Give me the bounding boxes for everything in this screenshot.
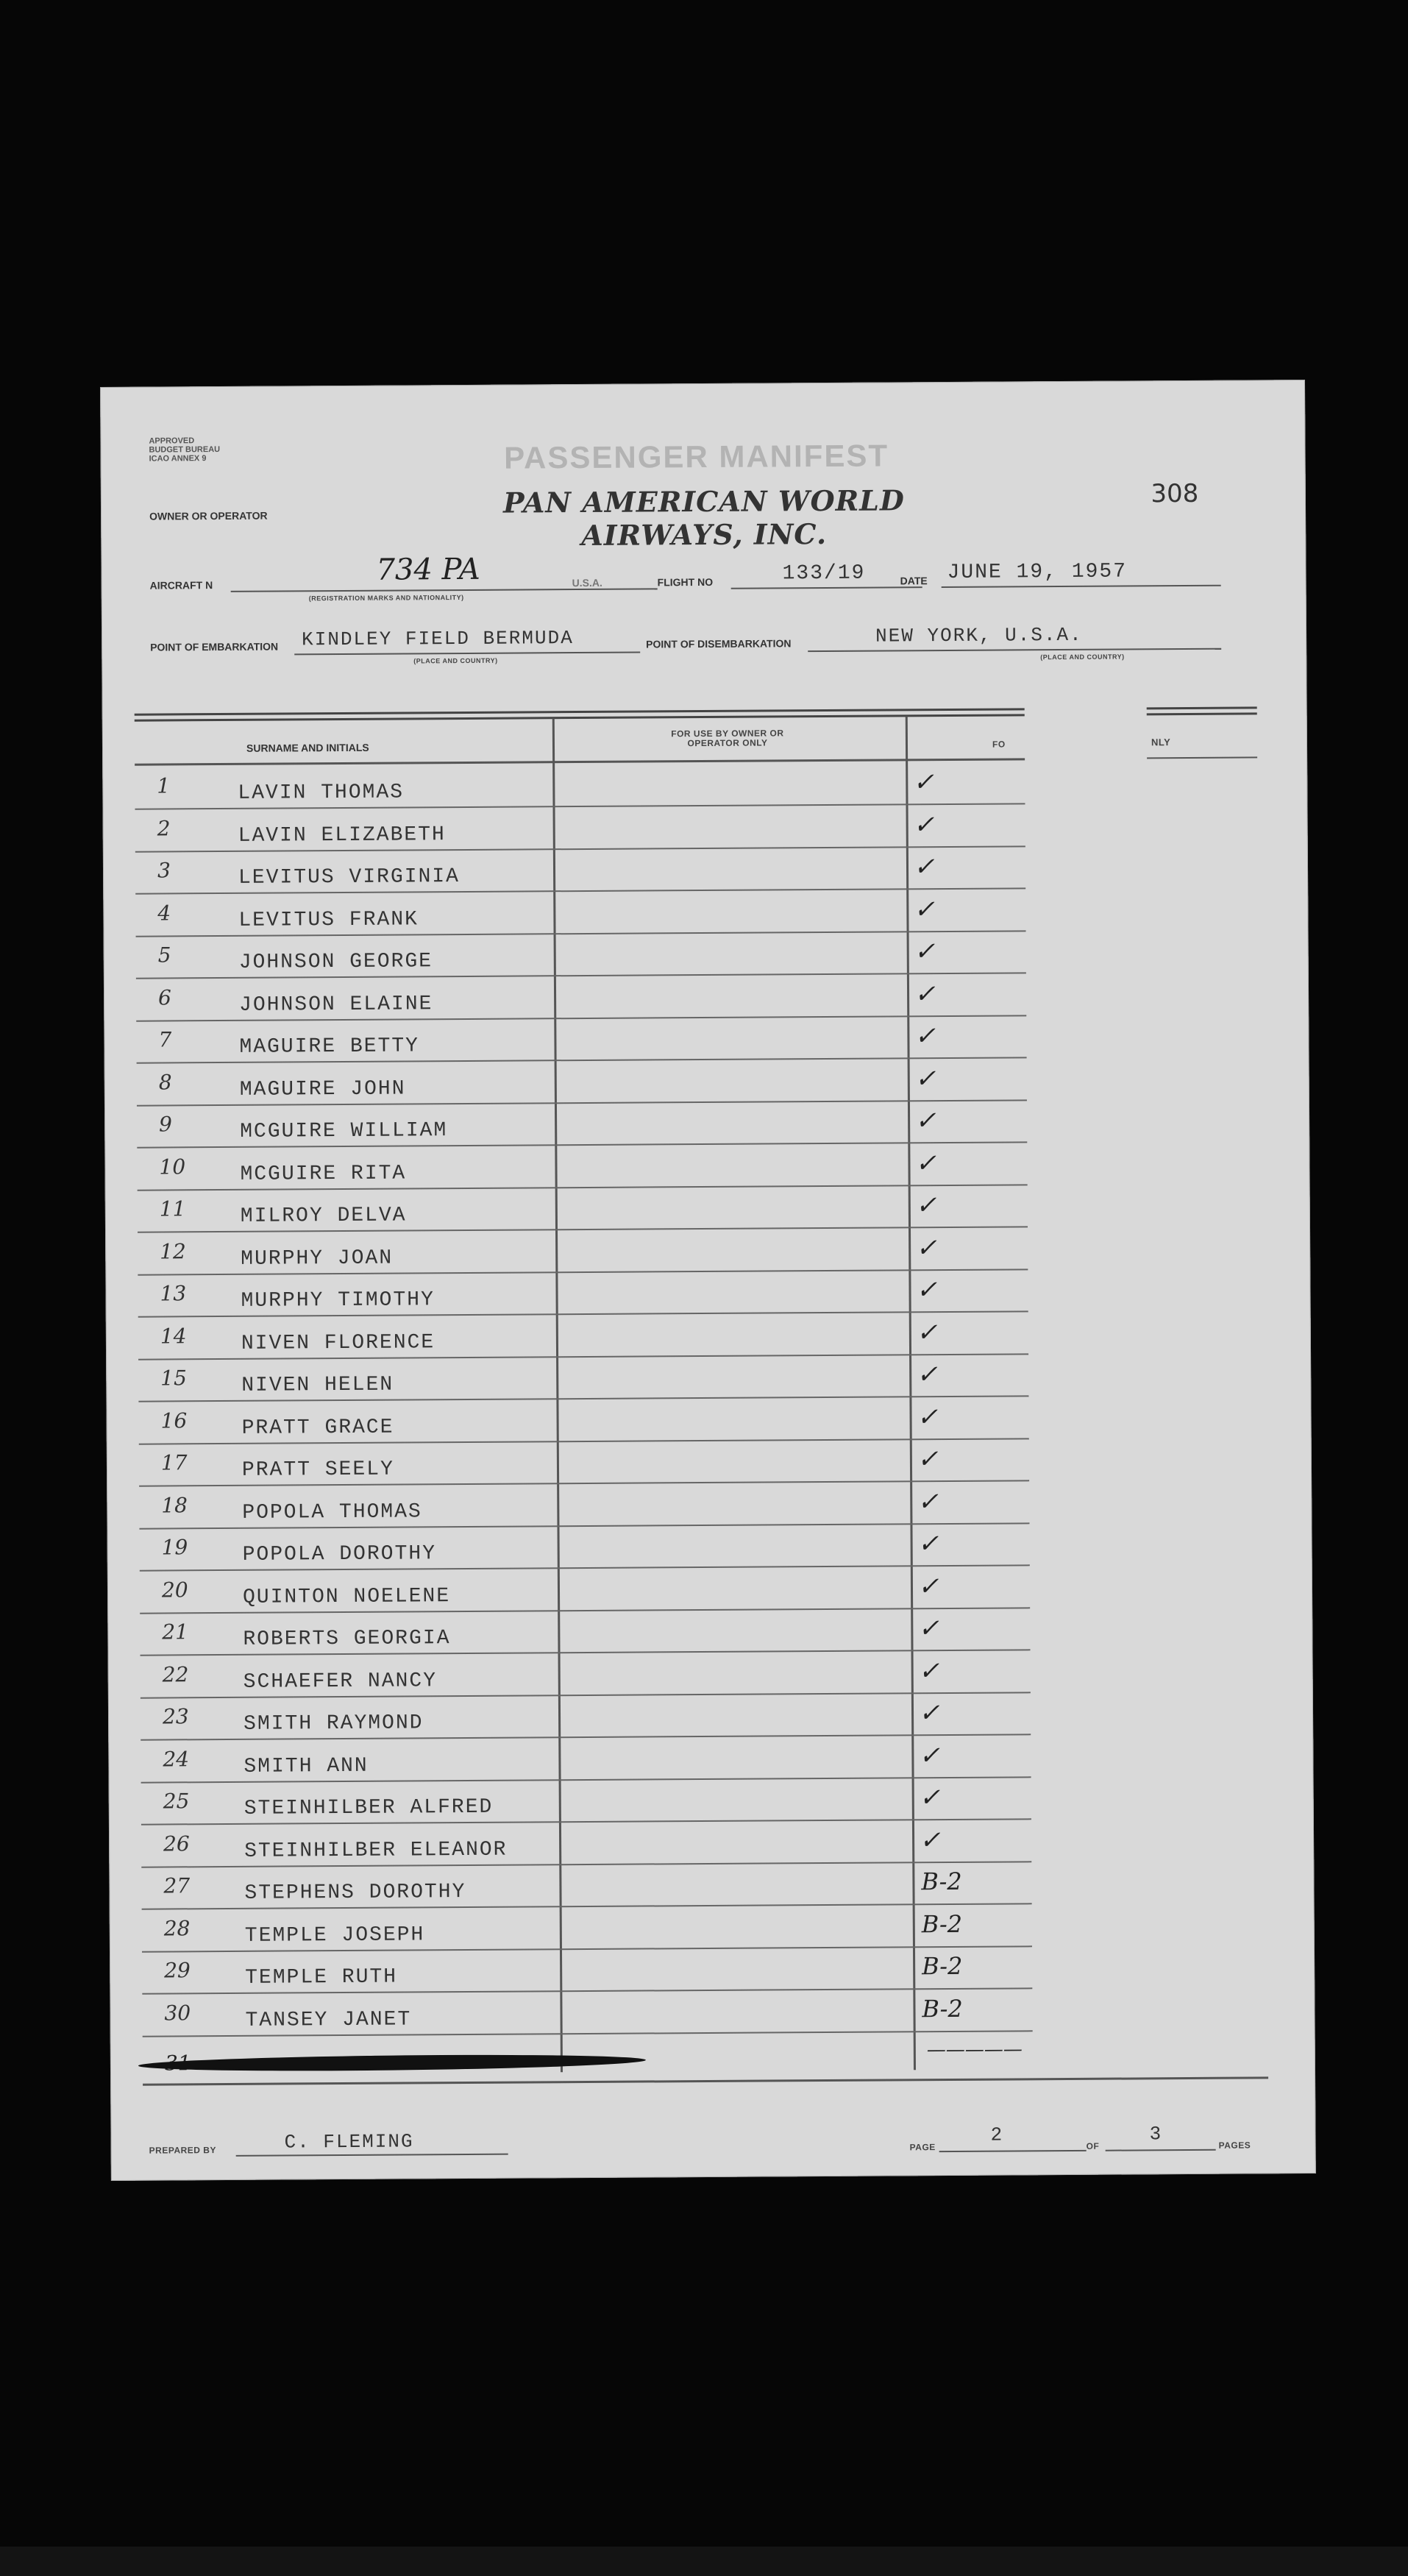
check-mark-icon: ✓ [917,1402,939,1432]
of-value: 3 [1149,2123,1163,2146]
table-top-rule-right [1147,706,1257,709]
row-number: 25 [163,1789,190,1814]
table-row [137,1101,1027,1148]
check-mark-icon: ✓ [916,1275,938,1305]
table-row [139,1482,1029,1529]
passenger-surname: MAGUIRE [239,1077,337,1101]
row-number: 9 [159,1112,173,1137]
row-number: 13 [160,1281,187,1306]
check-mark-icon: ✓ [914,979,936,1009]
disembarkation-note: (PLACE AND COUNTRY) [1040,653,1125,661]
column-header-nly: NLY [1151,737,1171,748]
table-top-rule-2 [135,714,1025,721]
passenger-given-name: THOMAS [338,1500,422,1524]
column-header-owner: FOR USE BY OWNER OR OPERATOR ONLY [671,728,784,749]
passenger-name [242,1458,394,1482]
manifest-sheet [100,380,1316,2181]
row-number: 1 [157,773,171,798]
check-mark-icon: ✓ [919,1783,941,1813]
prepared-by-line [236,2154,508,2157]
passenger-given-name: NANCY [367,1669,438,1693]
row-number: 2 [157,815,171,841]
passenger-given-name: GRACE [324,1416,394,1439]
check-mark-icon: ✓ [917,1360,938,1390]
table-row [135,847,1025,894]
table-row [141,1820,1031,1867]
check-mark-icon: ✓ [918,1656,940,1686]
passenger-name [239,993,433,1017]
status-annotation: B-2 [921,1909,963,1938]
table-row [135,762,1025,809]
passenger-name [243,1585,450,1609]
table-row [135,805,1025,852]
name-spacer [325,1543,339,1566]
passenger-surname: STEINHILBER [244,1839,397,1863]
form-title: PASSENGER MANIFEST [503,438,889,475]
name-spacer [340,1585,354,1608]
passenger-given-name: DOROTHY [339,1542,437,1566]
passenger-given-name: TIMOTHY [338,1288,435,1313]
passenger-name [241,1331,435,1355]
passenger-surname: STEPHENS [244,1881,356,1905]
passenger-given-name: ELIZABETH [321,823,446,847]
passenger-name [241,1204,407,1227]
name-spacer [337,1120,351,1143]
check-mark-icon: ✓ [919,1740,941,1770]
row-number: 11 [159,1196,186,1221]
of-label: OF [1086,2140,1100,2151]
row-number: 14 [160,1323,187,1349]
name-spacer [328,2009,342,2032]
passenger-name [242,1500,422,1524]
passenger-name [244,1881,466,1905]
passenger-name [241,1246,393,1270]
passenger-surname: SMITH [243,1754,313,1778]
row-number: 21 [162,1619,189,1644]
name-spacer [336,1035,350,1058]
passenger-given-name: THOMAS [321,781,405,805]
embarkation-value: KINDLEY FIELD BERMUDA [302,627,574,651]
prepared-by-value: C. FLEMING [284,2130,414,2154]
table-row [141,1693,1031,1740]
check-mark-icon: ✓ [913,852,935,882]
passenger-given-name: FRANK [349,907,419,932]
name-spacer [355,1881,369,1904]
column-header-fo: FO [992,739,1006,750]
registration-note: (REGISTRATION MARKS AND NATIONALITY) [308,593,464,603]
flight-label: FLIGHT NO [657,575,714,589]
table-row [141,1736,1031,1783]
table-bottom-rule [143,2076,1268,2085]
table-top-rule-right-2 [1147,712,1257,715]
passenger-name [240,1119,447,1143]
passenger-name [245,2008,411,2032]
name-spacer [397,1796,410,1819]
check-mark-icon: ✓ [914,1021,936,1051]
passenger-name [244,1838,507,1862]
passenger-surname: STEINHILBER [243,1796,397,1820]
table-row [138,1228,1028,1275]
passenger-surname: ROBERTS [243,1628,341,1651]
passenger-name [244,1796,494,1820]
row-number: 17 [160,1450,188,1475]
passenger-surname: POPOLA [242,1500,326,1525]
page-stamp-number: 308 [1151,478,1199,509]
check-mark-icon: ✓ [913,809,935,840]
name-spacer [335,908,349,931]
date-label: DATE [900,575,928,587]
passenger-surname: SCHAEFER [243,1670,355,1694]
scan-background-band [0,2547,1408,2576]
passenger-name [238,781,404,804]
check-mark-icon: ✓ [914,1106,936,1136]
passenger-surname: LEVITUS [238,908,336,932]
table-row [139,1524,1029,1571]
passenger-name [240,1162,406,1185]
row-number: 24 [163,1746,190,1772]
passenger-surname: MAGUIRE [239,1035,337,1059]
embarkation-label: POINT OF EMBARKATION [150,640,279,653]
passenger-given-name: WILLIAM [350,1119,448,1143]
passenger-surname: JOHNSON [238,951,336,974]
check-mark-icon: ✓ [916,1317,938,1347]
passenger-given-name: GEORGE [349,950,433,973]
passenger-surname: MCGUIRE [240,1120,337,1143]
row-number: 15 [160,1366,187,1391]
passenger-given-name: DOROTHY [369,1881,466,1904]
passenger-name [238,823,446,848]
owner-label: OWNER OR OPERATOR [149,509,268,522]
prepared-by-label: PREPARED BY [149,2145,216,2156]
passenger-given-name: RUTH [341,1965,398,1990]
table-row [139,1439,1029,1486]
passenger-given-name: ANN [327,1754,369,1778]
status-annotation: B-2 [922,1994,963,2023]
passenger-surname: JOHNSON [239,993,336,1017]
column-header-name: SURNAME AND INITIALS [246,741,369,754]
row-number: 5 [157,943,171,968]
passenger-name [238,865,460,890]
passenger-surname: QUINTON [242,1585,340,1609]
aircraft-label: AIRCRAFT N [149,579,213,592]
of-line [1106,2149,1216,2151]
name-spacer [328,1924,342,1947]
passenger-name [239,950,433,974]
name-spacer [336,1077,350,1100]
passenger-surname: MILROY [240,1204,324,1228]
passenger-given-name: JOSEPH [341,1923,425,1947]
passenger-name [240,1077,406,1101]
table-row [137,1143,1027,1191]
status-annotation: B-2 [922,1951,963,1981]
table-row [138,1355,1028,1402]
passenger-given-name: DELVA [337,1204,407,1228]
check-mark-icon: ✓ [915,1148,937,1178]
page-label: PAGE [909,2142,936,2153]
row-number: 10 [159,1154,186,1179]
passenger-given-name: JOAN [337,1246,394,1270]
passenger-name [243,1542,436,1566]
embarkation-field-line [294,652,640,656]
passenger-given-name: ALFRED [410,1795,494,1820]
passenger-surname: PRATT [241,1416,311,1440]
passenger-given-name: FLORENCE [324,1330,435,1355]
passenger-name [243,1670,437,1694]
name-spacer [324,1247,338,1270]
header-bottom-rule-right [1147,756,1257,759]
approval-stamp: APPROVED BUDGET BUREAU ICAO ANNEX 9 [149,436,221,464]
check-mark-icon: ✓ [919,1825,941,1855]
check-mark-icon: ✓ [915,1191,937,1221]
name-spacer [336,993,350,1015]
name-spacer [311,1458,325,1481]
passenger-surname: SMITH [243,1712,313,1736]
name-spacer [311,1416,325,1439]
table-row [138,1185,1028,1232]
passenger-given-name: NOELENE [353,1584,451,1608]
row-number: 20 [161,1577,188,1603]
row-number: 12 [160,1238,186,1264]
name-spacer [307,824,321,847]
passenger-given-name: JANET [342,2007,412,2032]
name-spacer [310,1374,324,1397]
embarkation-note: (PLACE AND COUNTRY) [413,656,498,665]
passenger-surname: MURPHY [241,1246,324,1271]
check-mark-icon: ✓ [918,1698,940,1728]
disembarkation-field-line [808,648,1221,652]
passenger-name [245,1966,397,1990]
passenger-given-name: ELEANOR [410,1838,508,1862]
flight-field-line [731,586,922,589]
row-number: 18 [161,1492,188,1518]
name-spacer [325,1501,339,1524]
passenger-given-name: SEELY [324,1458,394,1482]
disembarkation-value: NEW YORK, U.S.A. [875,623,1083,647]
date-field-line [942,585,1221,588]
row-number: 7 [158,1027,172,1052]
passenger-surname: LEVITUS [238,866,335,890]
passenger-surname: TANSEY [245,2008,329,2032]
passenger-name [245,1923,425,1947]
table-row [138,1397,1028,1444]
passenger-name [238,908,419,932]
table-row [141,1651,1031,1698]
check-mark-icon: ✓ [918,1614,939,1644]
passenger-surname: TEMPLE [244,1923,328,1948]
name-spacer [307,781,321,804]
passenger-name [243,1627,450,1651]
check-mark-icon: ✓ [916,1232,937,1263]
passenger-surname: LAVIN [238,823,307,848]
aircraft-field-line [231,588,658,592]
table-row [142,1905,1032,1952]
passenger-surname: MCGUIRE [240,1162,338,1186]
passenger-given-name: GEORGIA [353,1627,451,1650]
passenger-surname: NIVEN [241,1331,311,1355]
row-number: 28 [163,1915,191,1941]
row-number: 19 [161,1535,188,1560]
check-mark-icon: ✓ [914,894,935,924]
page-line [939,2150,1087,2152]
redaction-scribble [138,2053,646,2073]
passenger-given-name: VIRGINIA [349,865,461,889]
passenger-surname: MURPHY [241,1289,324,1313]
passenger-name [243,1711,424,1735]
passenger-given-name: BETTY [349,1035,420,1058]
passenger-name [239,1035,419,1058]
usa-label: U.S.A. [572,576,602,589]
row-number: 8 [158,1069,172,1095]
name-spacer [324,1204,338,1227]
passenger-name [243,1754,368,1778]
name-spacer [335,951,349,973]
passenger-given-name: RITA [350,1161,407,1185]
table-row [137,1059,1027,1106]
passenger-surname: NIVEN [241,1374,311,1397]
row-number: 22 [162,1661,189,1687]
table-row [135,890,1025,937]
row-number: 4 [157,900,171,926]
name-spacer [397,1839,410,1862]
name-spacer [328,1966,342,1989]
end-mark-line: ————— [926,2038,1023,2062]
passenger-surname: LAVIN [238,781,307,805]
check-mark-icon: ✓ [917,1529,939,1559]
airline-name: PAN AMERICAN WORLD AIRWAYS, INC. [502,483,906,553]
row-number: 23 [162,1704,189,1729]
row-number: 16 [160,1408,188,1433]
disembarkation-label: POINT OF DISEMBARKATION [646,637,792,650]
table-row [140,1608,1030,1656]
row-number: 27 [163,1873,191,1898]
passenger-given-name: HELEN [324,1373,394,1397]
table-row [138,1270,1028,1317]
name-spacer [324,1289,338,1312]
check-mark-icon: ✓ [917,1444,939,1475]
name-spacer [337,1162,351,1185]
passenger-surname: PRATT [241,1458,312,1482]
name-spacer [335,866,349,889]
aircraft-value: 734 PA [376,552,480,587]
table-row [141,1862,1031,1909]
table-row [136,932,1026,979]
check-mark-icon: ✓ [913,767,934,798]
name-spacer [313,1712,327,1735]
table-row [138,1313,1028,1360]
passenger-given-name: ELAINE [349,992,433,1016]
date-value: JUNE 19, 1957 [947,560,1128,584]
status-annotation: B-2 [921,1867,962,1896]
page-value: 2 [990,2123,1004,2146]
table-row [142,1947,1032,1994]
name-spacer [310,1332,324,1355]
passenger-name [242,1416,394,1439]
table-row [136,974,1026,1021]
flight-value: 133/19 [782,561,866,586]
check-mark-icon: ✓ [917,1486,939,1516]
row-number: 6 [157,984,171,1010]
passenger-name [241,1288,434,1313]
passenger-surname: POPOLA [242,1543,326,1566]
table-row [142,1990,1032,2037]
check-mark-icon: ✓ [914,1063,936,1093]
check-mark-icon: ✓ [917,1571,939,1601]
passenger-name [241,1374,394,1397]
row-number: 29 [164,1958,191,1983]
row-number: 3 [157,858,171,883]
table-row [140,1566,1030,1614]
name-spacer [354,1670,368,1692]
passenger-given-name: RAYMOND [326,1711,424,1736]
pages-label: PAGES [1218,2140,1251,2151]
name-spacer [313,1755,327,1778]
row-number: 26 [163,1831,190,1856]
passenger-surname: TEMPLE [245,1966,329,1990]
row-number: 30 [164,2000,191,2026]
check-mark-icon: ✓ [914,937,936,967]
name-spacer [340,1628,354,1650]
table-row [141,1778,1031,1825]
table-row [136,1016,1026,1063]
passenger-given-name: JOHN [350,1076,406,1101]
